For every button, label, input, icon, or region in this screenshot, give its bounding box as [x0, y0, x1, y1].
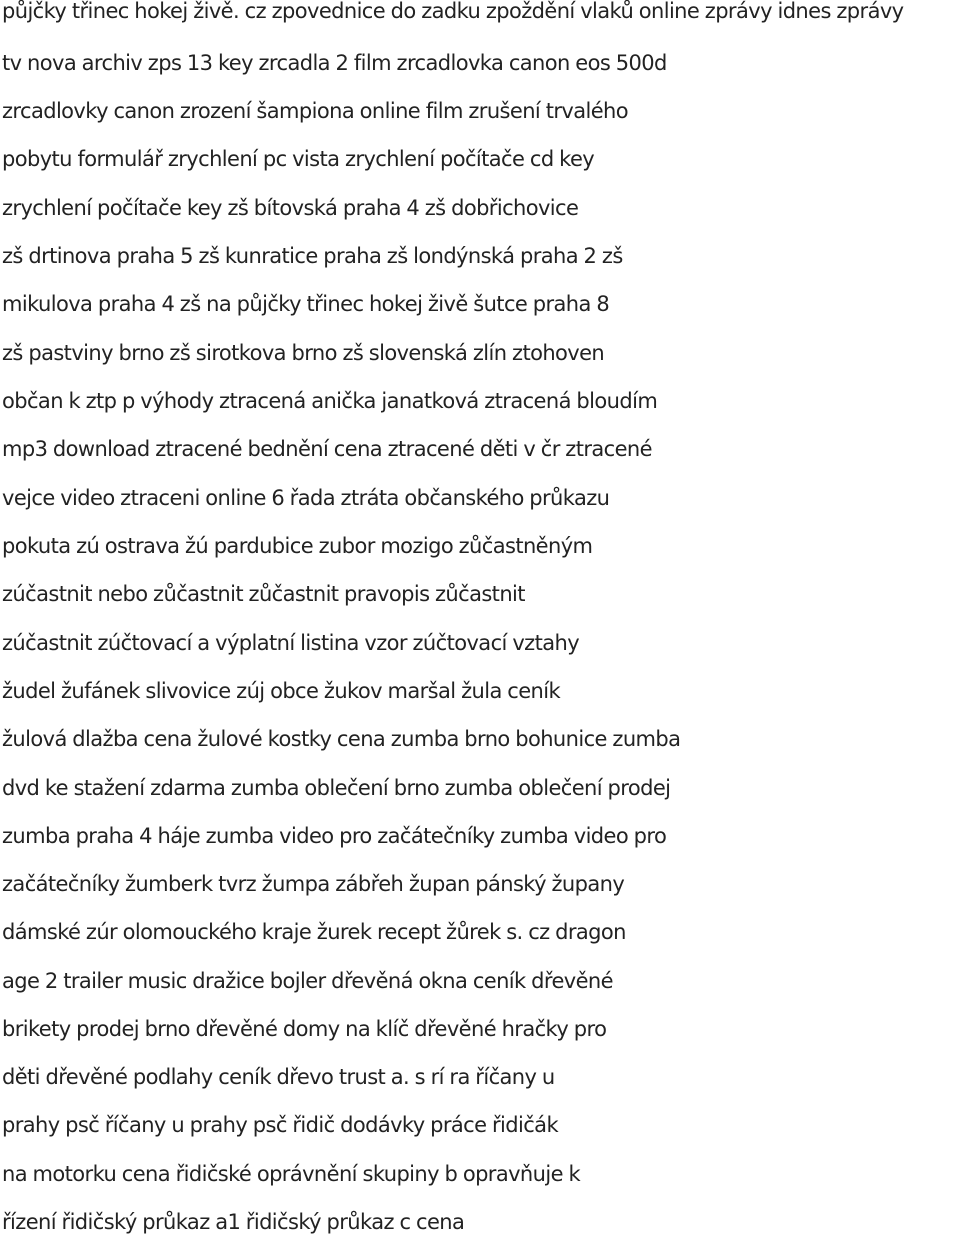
text-line: řízení řidičský průkaz a1 řidičský průkaz c cena — [2, 1210, 465, 1234]
text-line: mp3 download ztracené bednění cena ztracené děti v čr ztracené — [2, 437, 652, 461]
text-line: dámské zúr olomouckého kraje žurek recept žůrek s. cz dragon — [2, 920, 626, 944]
text-line: zúčastnit nebo zůčastnit zůčastnit pravopis zůčastnit — [2, 582, 525, 606]
text-line: brikety prodej brno dřevěné domy na klíč dřevěné hračky pro — [2, 1017, 607, 1041]
text-line: tv nova archiv zps 13 key zrcadla 2 film zrcadlovka canon eos 500d — [2, 51, 667, 75]
text-line: žudel žufánek slivovice zúj obce žukov maršal žula ceník — [2, 679, 561, 703]
text-line: zš pastviny brno zš sirotkova brno zš slovenská zlín ztohoven — [2, 341, 605, 365]
text-line: zrychlení počítače key zš bítovská praha 4 zš dobřichovice — [2, 196, 579, 220]
text-line: půjčky třinec hokej živě. cz zpovednice do zadku zpoždění vlaků online zprávy idnes zprávy — [2, 0, 904, 23]
text-line: začátečníky žumberk tvrz žumpa zábřeh župan pánský župany — [2, 872, 625, 896]
text-line: zš drtinova praha 5 zš kunratice praha zš londýnská praha 2 zš — [2, 244, 623, 268]
text-line: zumba praha 4 háje zumba video pro začátečníky zumba video pro — [2, 824, 667, 848]
text-line: age 2 trailer music dražice bojler dřevěná okna ceník dřevěné — [2, 969, 613, 993]
text-line: prahy psč říčany u prahy psč řidič dodávky práce řidičák — [2, 1113, 559, 1137]
text-line: mikulova praha 4 zš na půjčky třinec hokej živě šutce praha 8 — [2, 292, 610, 316]
text-line: občan k ztp p výhody ztracená anička janatková ztracená bloudím — [2, 389, 658, 413]
text-line: pokuta zú ostrava žú pardubice zubor mozigo zůčastněným — [2, 534, 593, 558]
text-line: děti dřevěné podlahy ceník dřevo trust a. s rí ra říčany u — [2, 1065, 555, 1089]
text-line: zúčastnit zúčtovací a výplatní listina vzor zúčtovací vztahy — [2, 631, 580, 655]
text-line: na motorku cena řidičské oprávnění skupiny b opravňuje k — [2, 1162, 581, 1186]
text-line: pobytu formulář zrychlení pc vista zrychlení počítače cd key — [2, 147, 595, 171]
text-line: žulová dlažba cena žulové kostky cena zumba brno bohunice zumba — [2, 727, 681, 751]
text-line: vejce video ztraceni online 6 řada ztráta občanského průkazu — [2, 486, 610, 510]
text-line: dvd ke stažení zdarma zumba oblečení brno zumba oblečení prodej — [2, 776, 671, 800]
text-line: zrcadlovky canon zrození šampiona online film zrušení trvalého — [2, 99, 629, 123]
